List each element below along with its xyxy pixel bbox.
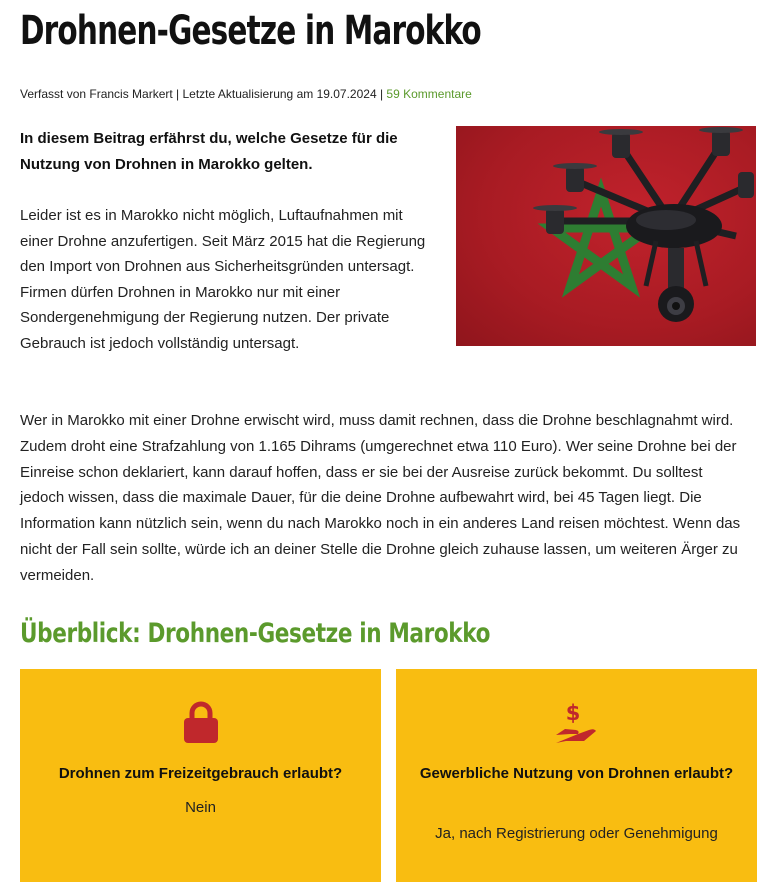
overview-card-commercial [396, 669, 757, 882]
article-paragraph-2: Wer in Marokko mit einer Drohne erwischt wird, muss damit rechnen, dass die Drohne beschlagnahmt wird. Zudem droht eine Strafzahlung von 1.165 Dihrams (umgerechnet etwa 110 Euro). Wer seine Drohne bei der Einreise schon deklariert, kann darauf hoffen, dass er sie bei der Ausreise zurück bekommt. Du solltest jedoch wissen, dass die maximale Dauer, für die deine Drohne aufbewahrt wird, bei 45 Tagen liegt. Die Information kann nützlich sein, wenn du nach Marokko noch in ein anderes Land reisen möchtest. Wenn das nicht der Fall sein sollte, würde ich an deiner Stelle die Drohne gleich zuhause lassen, um weiteren Ärger zu vermeiden. [20, 412, 741, 584]
lock-icon [183, 701, 219, 748]
card-answer: Ja, nach Registrierung oder Genehmigung [435, 825, 718, 842]
svg-text:$: $ [565, 701, 580, 725]
overview-title: Überblick: Drohnen-Gesetze in Marokko [20, 618, 491, 649]
article-intro: In diesem Beitrag erfährst du, welche Gesetze für die Nutzung von Drohnen in Marokko gelten. [20, 130, 398, 173]
drone-flag-illustration [456, 126, 756, 346]
article-paragraph-1: Leider ist es in Marokko nicht möglich, Luftaufnahmen mit einer Drohne anzufertigen. Seit März 2015 hat die Regierung den Import von Drohnen aus Sicherheitsgründen untersagt. Firmen dürfen Drohnen in Marokko nur mit einer Sondergenehmigung der Regierung nutzen. Der private Gebrauch ist jedoch vollständig untersagt. [20, 207, 426, 352]
card-question: Drohnen zum Freizeitgebrauch erlaubt? [58, 765, 343, 782]
article-title: Drohnen-Gesetze in Marokko [20, 8, 481, 54]
hand-money-icon [554, 701, 600, 750]
article-meta [20, 87, 472, 101]
author-date-text: Verfasst von Francis Markert | Letzte Aktualisierung am 19.07.2024 | [20, 87, 387, 101]
card-question: Gewerbliche Nutzung von Drohnen erlaubt? [419, 765, 734, 782]
overview-card-leisure [20, 669, 381, 882]
comments-link[interactable]: 59 Kommentare [386, 87, 472, 101]
hero-image-drone-morocco-flag [456, 126, 756, 346]
card-answer: Nein [185, 799, 216, 816]
